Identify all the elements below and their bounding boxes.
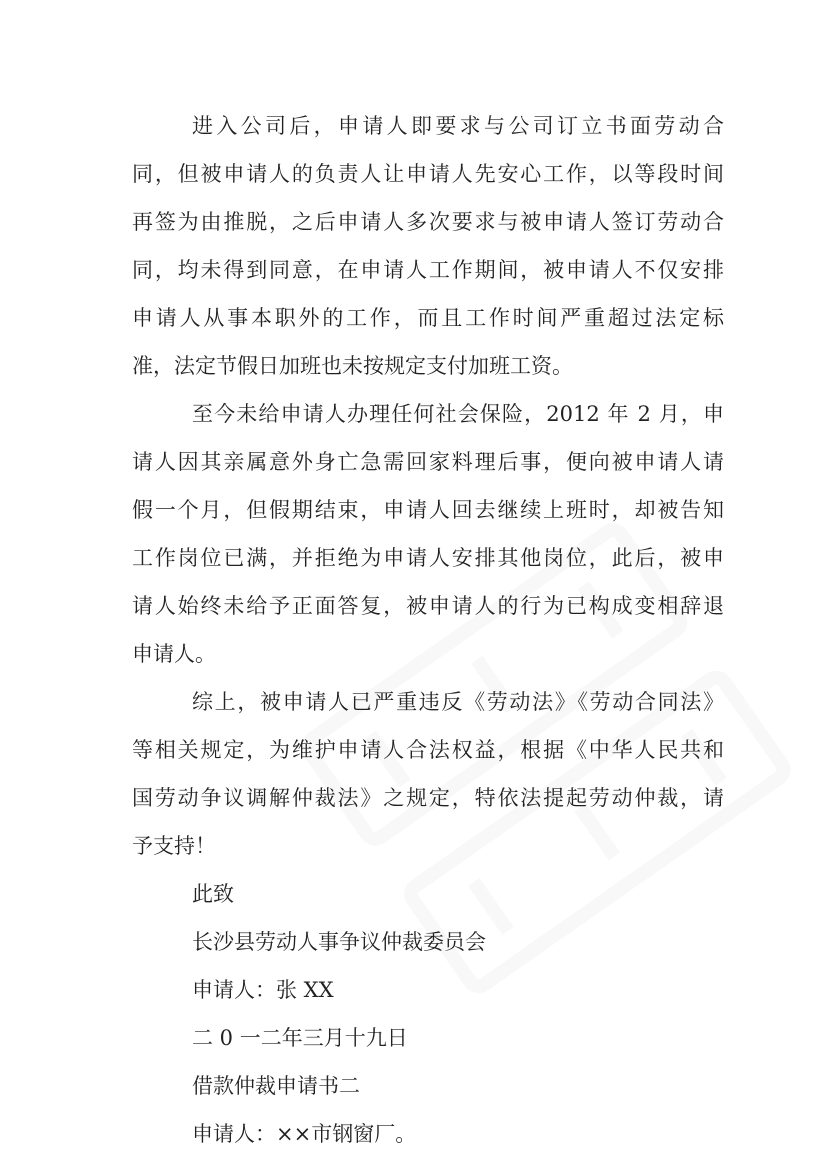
applicant-signature: 申请人：张 XX xyxy=(192,978,334,1002)
salutation: 此致 xyxy=(192,882,234,906)
paragraph-line: 予支持！ xyxy=(132,834,216,858)
document-date: 二 0 一二年三月十九日 xyxy=(192,1026,408,1050)
paragraph-line: 再签为由推脱，之后申请人多次要求与被申请人签订劳动合 xyxy=(132,210,724,234)
paragraph-1 xyxy=(132,102,724,390)
paragraph-line: 假一个月，但假期结束，申请人回去继续上班时，却被告知 xyxy=(132,498,724,522)
next-document-applicant: 申请人：××市钢窗厂。 xyxy=(192,1122,417,1146)
paragraph-2 xyxy=(132,390,724,678)
paragraph-line: 进入公司后，申请人即要求与公司订立书面劳动合 xyxy=(192,114,724,138)
paragraph-line: 申请人。 xyxy=(132,642,216,666)
paragraph-line: 请人因其亲属意外身亡急需回家料理后事，便向被申请人请 xyxy=(132,450,724,474)
paragraph-line: 申请人从事本职外的工作，而且工作时间严重超过法定标 xyxy=(132,306,724,330)
document-body xyxy=(132,102,724,1158)
paragraph-line: 请人始终未给予正面答复，被申请人的行为已构成变相辞退 xyxy=(132,594,724,618)
paragraph-line: 同，但被申请人的负责人让申请人先安心工作，以等段时间 xyxy=(132,162,724,186)
paragraph-line: 国劳动争议调解仲裁法》之规定，特依法提起劳动仲裁，请 xyxy=(132,786,724,810)
next-document-title: 借款仲裁申请书二 xyxy=(192,1074,360,1098)
paragraph-line: 准，法定节假日加班也未按规定支付加班工资。 xyxy=(132,354,573,378)
closing-block xyxy=(132,870,724,1158)
paragraph-line: 工作岗位已满，并拒绝为申请人安排其他岗位，此后，被申 xyxy=(132,546,724,570)
paragraph-line: 至今未给申请人办理任何社会保险，2012 年 2 月，申 xyxy=(192,402,724,426)
recipient: 长沙县劳动人事争议仲裁委员会 xyxy=(192,930,486,954)
paragraph-line: 综上，被申请人已严重违反《劳动法》《劳动合同法》 xyxy=(192,690,724,714)
paragraph-line: 同，均未得到同意，在申请人工作期间，被申请人不仅安排 xyxy=(132,258,724,282)
paragraph-line: 等相关规定，为维护申请人合法权益，根据《中华人民共和 xyxy=(132,738,724,762)
paragraph-3 xyxy=(132,678,724,870)
